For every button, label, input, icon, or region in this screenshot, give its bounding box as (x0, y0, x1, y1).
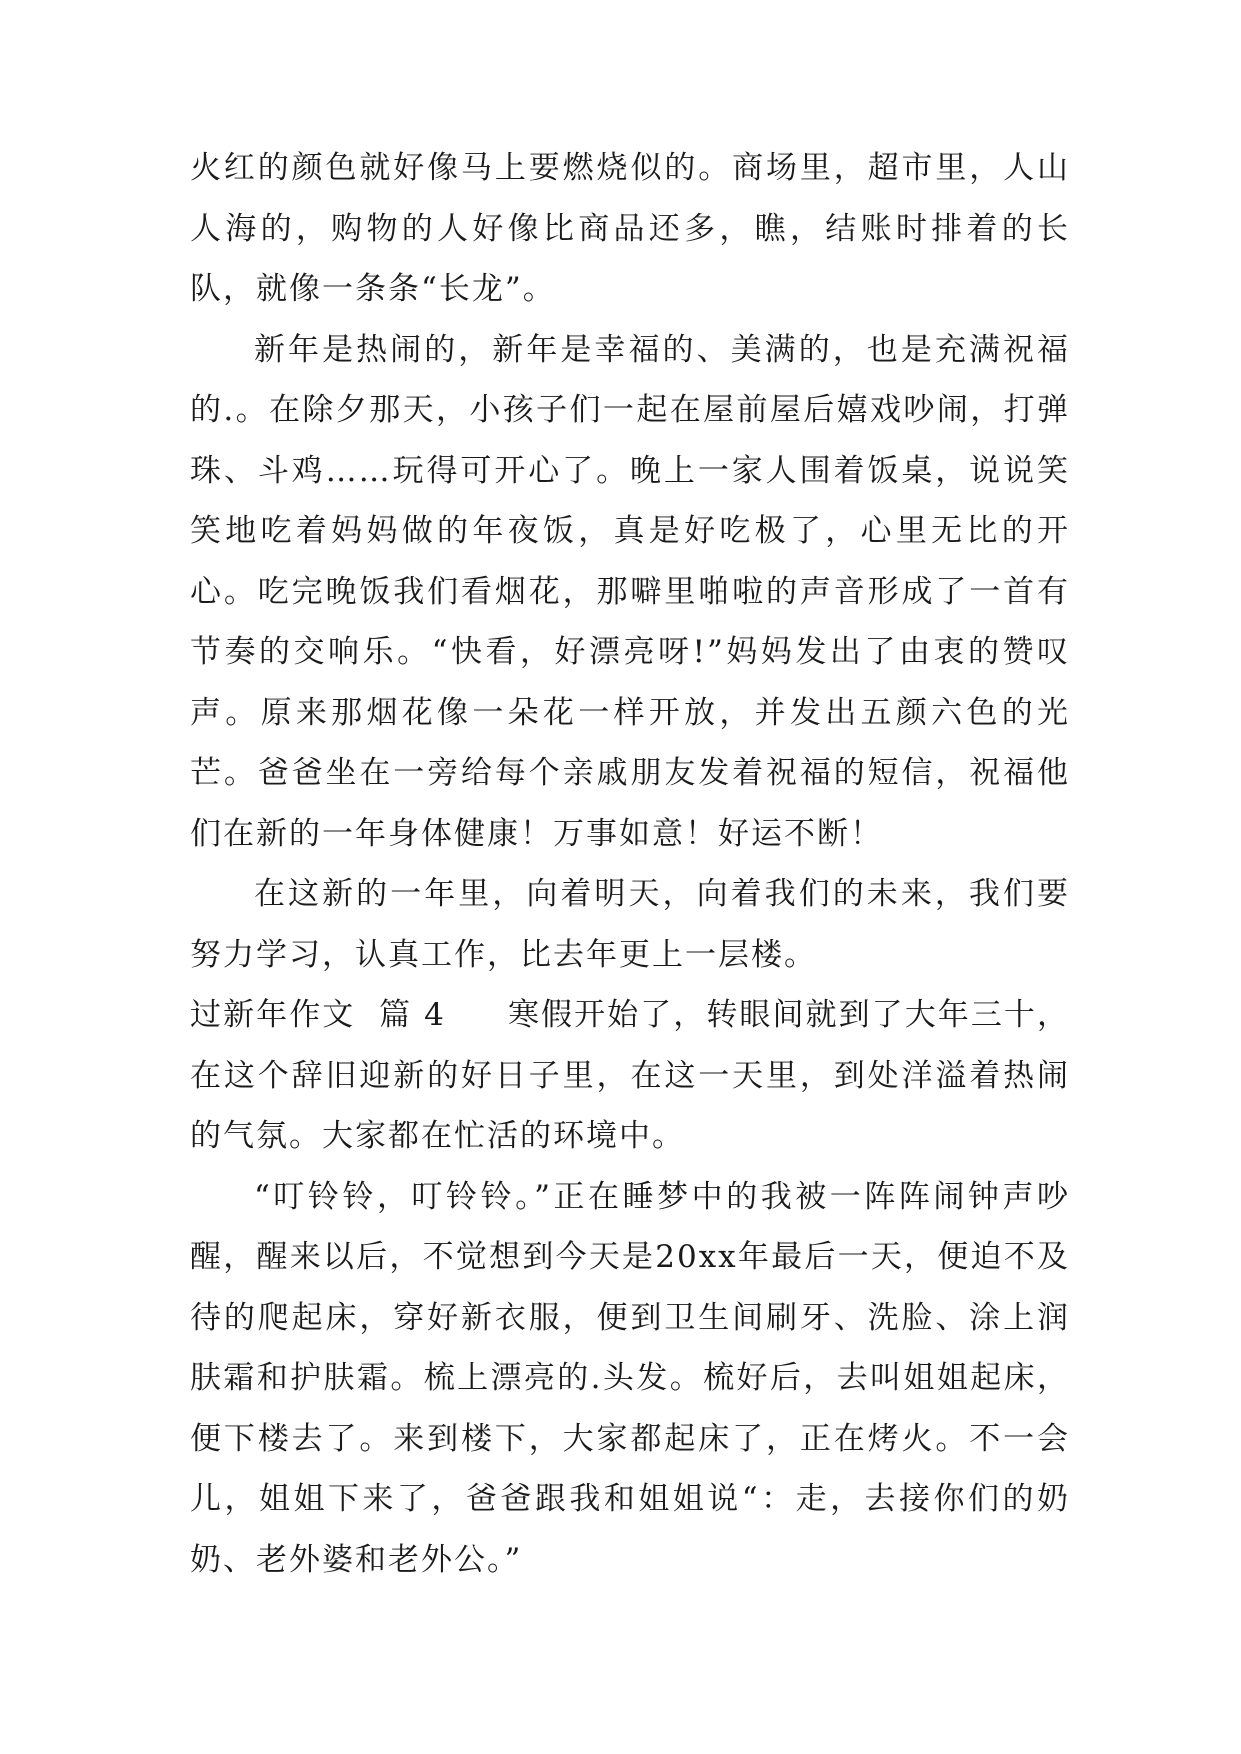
paragraph-3: 在这新的一年里，向着明天，向着我们的未来，我们要努力学习，认真工作，比去年更上一层楼。 (190, 876, 1070, 973)
section-first-text: 寒假开始了，转眼间就到了大年三十，在这个辞旧迎新的好日子里，在这一天里，到处洋溢着热闹的气氛。大家都在忙活的环境中。 (190, 997, 1071, 1154)
section-heading-paragraph (190, 985, 1070, 1167)
section-number: 篇 4 (379, 997, 446, 1033)
section-title: 过新年作文 (190, 997, 356, 1033)
paragraph-1: 火红的颜色就好像马上要燃烧似的。商场里，超市里，人山人海的，购物的人好像比商品还多，瞧，结账时排着的长队，就像一条条“长龙”。 (190, 150, 1070, 307)
paragraph-2: 新年是热闹的，新年是幸福的、美满的，也是充满祝福的.。在除夕那天，小孩子们一起在屋前屋后嬉戏吵闹，打弹珠、斗鸡……玩得可开心了。晚上一家人围着饭桌，说说笑笑地吃着妈妈做的年夜饭，真是好吃极了，心里无比的开心。吃完晚饭我们看烟花，那噼里啪啦的声音形成了一首有节奏的交响乐。“快看，好漂亮呀!”妈妈发出了由衷的赞叹声。原来那烟花像一朵花一样开放，并发出五颜六色的光芒。爸爸坐在一旁给每个亲戚朋友发着祝福的短信，祝福他们在新的一年身体健康！万事如意！好运不断！ (190, 331, 1070, 852)
document-body (190, 138, 1070, 1590)
paragraph-5: “叮铃铃，叮铃铃。”正在睡梦中的我被一阵阵闹钟声吵醒，醒来以后，不觉想到今天是20xx年最后一天，便迫不及待的爬起床，穿好新衣服，便到卫生间刷牙、洗脸、涂上润肤霜和护肤霜。梳上漂亮的.头发。梳好后，去叫姐姐起床，便下楼去了。来到楼下，大家都起床了，正在烤火。不一会儿，姐姐下来了，爸爸跟我和姐姐说“：走，去接你们的奶奶、老外婆和老外公。” (190, 1178, 1070, 1578)
